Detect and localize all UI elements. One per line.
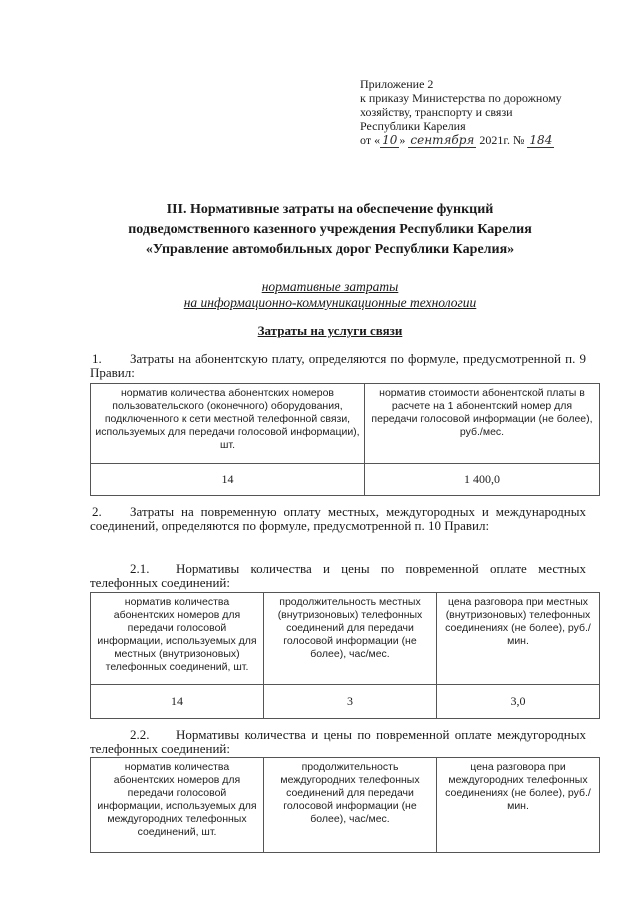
approval-block bbox=[360, 77, 562, 148]
approval-line-3: хозяйству, транспорту и связи bbox=[360, 105, 513, 119]
item-2-number: 2. bbox=[92, 504, 102, 519]
title-line-3: «Управление автомобильных дорог Республики Карелия» bbox=[145, 242, 515, 257]
table-header-cell: норматив количества абонентских номеров для передачи голосовой информации, используемых для местных (внутризоновых) телефонных соединений, шт. bbox=[91, 593, 264, 685]
item-2-1-number: 2.1. bbox=[130, 561, 150, 576]
table-header-cell: норматив количества абонентских номеров пользовательского (оконечного) оборудования, подключенного к сети местной телефонной связи, используемых для передачи голосовой информации), шт. bbox=[91, 384, 365, 464]
table-value-row bbox=[91, 464, 600, 496]
table-header-cell: продолжительность местных (внутризоновых) телефонных соединений для передачи голосовой информации (не более), час/мес. bbox=[264, 593, 437, 685]
table-header-cell: норматив стоимости абонентской платы в расчете на 1 абонентский номер для передачи голосовой информации (не более), руб./мес. bbox=[365, 384, 600, 464]
title-line-1: III. Нормативные затраты на обеспечение функций bbox=[166, 202, 494, 217]
table-value-row bbox=[91, 685, 600, 719]
table-header-row bbox=[91, 384, 600, 464]
table-local-calls bbox=[90, 592, 600, 719]
handwritten-number: 184 bbox=[529, 133, 553, 147]
table-cell: 14 bbox=[91, 464, 365, 496]
table-cell: 3,0 bbox=[437, 685, 600, 719]
approval-date-line bbox=[360, 133, 562, 148]
approval-line-4: Республики Карелия bbox=[360, 119, 466, 133]
table-cell: 14 bbox=[91, 685, 264, 719]
item-2 bbox=[90, 505, 586, 533]
handwritten-day: 10 bbox=[382, 133, 398, 147]
date-prefix: от « bbox=[360, 133, 381, 147]
handwritten-month: сентября bbox=[410, 133, 475, 147]
date-mid: » bbox=[399, 133, 406, 147]
item-2-2 bbox=[90, 728, 586, 756]
table-header-cell: норматив количества абонентских номеров для передачи голосовой информации, используемых для междугородних телефонных соединений, шт. bbox=[91, 758, 264, 853]
table-cell: 1 400,0 bbox=[365, 464, 600, 496]
table-header-row bbox=[91, 758, 600, 853]
approval-line-1: Приложение 2 bbox=[360, 77, 434, 91]
table-cell: 3 bbox=[264, 685, 437, 719]
table-header-cell: цена разговора при местных (внутризоновых) телефонных соединениях (не более), руб./мин. bbox=[437, 593, 600, 685]
item-2-2-text: Нормативы количества и цены по повременной оплате междугородных телефонных соединений: bbox=[90, 727, 586, 756]
title-line-2: подведомственного казенного учреждения Республики Карелия bbox=[128, 222, 532, 237]
item-1 bbox=[90, 352, 586, 380]
subtitle-line-2: на информационно-коммуникационные технологии bbox=[183, 295, 477, 310]
section-title: Затраты на услуги связи bbox=[257, 323, 403, 338]
table-subscriber-fee bbox=[90, 383, 600, 496]
item-2-2-number: 2.2. bbox=[130, 727, 150, 742]
item-2-text: Затраты на повременную оплату местных, междугородных и международных соединений, определяются по формуле, предусмотренной п. 10 Правил: bbox=[90, 504, 586, 533]
subtitle-line-1: нормативные затраты bbox=[261, 279, 399, 294]
table-header-cell: продолжительность междугородних телефонных соединений для передачи голосовой информации (не более), час/мес. bbox=[264, 758, 437, 853]
year-text: 2021г. № bbox=[479, 133, 525, 147]
document-title bbox=[60, 200, 600, 260]
approval-line-2: к приказу Министерства по дорожному bbox=[360, 91, 562, 105]
table-header-cell: цена разговора при междугородних телефонных соединениях (не более), руб./мин. bbox=[437, 758, 600, 853]
item-2-1 bbox=[90, 562, 586, 590]
item-2-1-text: Нормативы количества и цены по повременной оплате местных телефонных соединений: bbox=[90, 561, 586, 590]
item-1-number: 1. bbox=[92, 351, 102, 366]
table-long-distance-calls bbox=[90, 757, 600, 853]
item-1-text: Затраты на абонентскую плату, определяются по формуле, предусмотренной п. 9 Правил: bbox=[90, 351, 586, 380]
document-subtitle bbox=[60, 279, 600, 311]
table-header-row bbox=[91, 593, 600, 685]
